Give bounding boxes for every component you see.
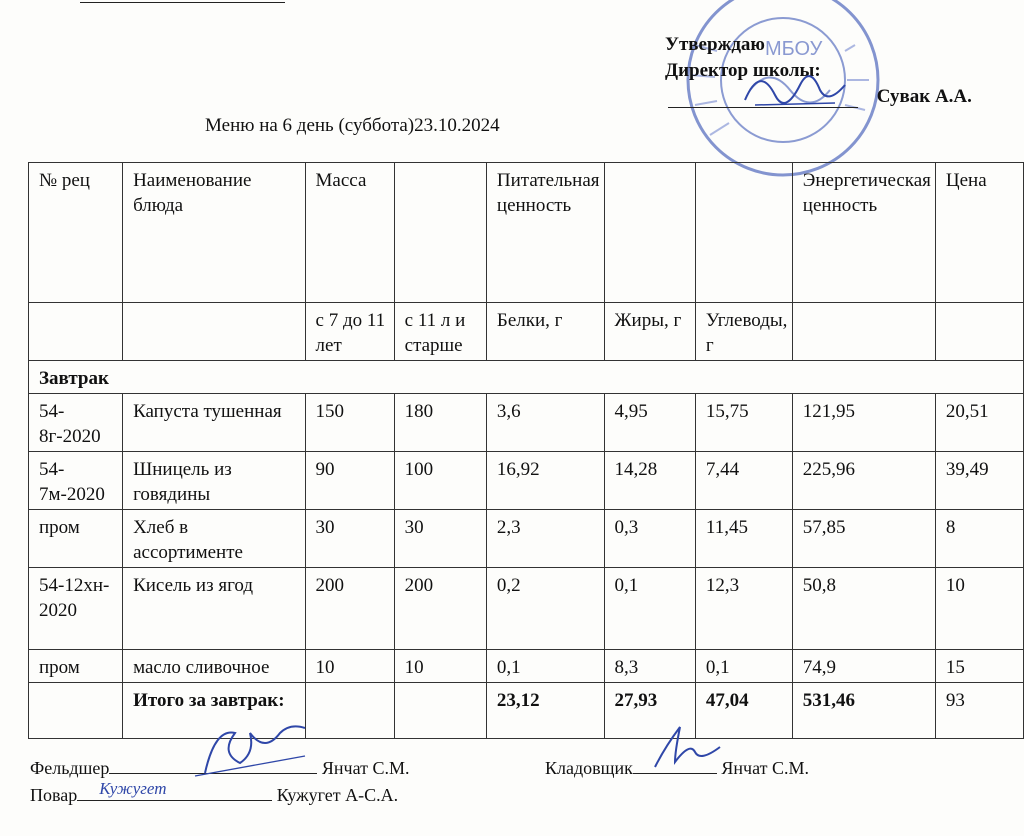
table-cell: 150 [305,394,394,452]
director-name: Сувак А.А. [876,86,972,107]
director-signature-icon [735,55,865,115]
table-cell: 8 [935,510,1023,568]
table-cell: 14,28 [604,452,695,510]
table-row [29,452,1024,510]
table-cell: 54-8г-2020 [29,394,123,452]
storekeeper-label: Кладовщик [545,758,633,778]
header-cell [695,163,792,303]
header-cell: с 7 до 11 лет [305,303,394,361]
table-cell: 8,3 [604,650,695,683]
cook-name: Кужугет А-С.А. [276,785,399,805]
table-cell: 15,75 [695,394,792,452]
header-cell: Углеводы, г [695,303,792,361]
table-cell: 10 [305,650,394,683]
table-cell: масло сливочное [123,650,305,683]
table-cell: 30 [394,510,486,568]
header-cell [792,303,935,361]
svg-text:МБОУ: МБОУ [765,38,823,60]
table-cell: 7,44 [695,452,792,510]
total-label: Итого за завтрак: [123,683,305,739]
header-cell: Наименование блюда [123,163,305,303]
table-cell: 57,85 [792,510,935,568]
header-cell [935,303,1023,361]
table-cell: 121,95 [792,394,935,452]
total-fat: 27,93 [604,683,695,739]
cook-label: Повар [30,785,78,805]
section-title: Завтрак [29,361,1024,394]
table-cell: 50,8 [792,568,935,650]
table-cell: 180 [394,394,486,452]
table-cell: 2,3 [486,510,604,568]
header-cell: Цена [935,163,1023,303]
table-cell: 0,3 [604,510,695,568]
table-cell: 54-12хн-2020 [29,568,123,650]
table-row [29,650,1024,683]
table-cell: 90 [305,452,394,510]
table-cell: 10 [394,650,486,683]
table-row [29,510,1024,568]
table-cell: 20,51 [935,394,1023,452]
header-cell: Энергетическая ценность [792,163,935,303]
header-cell [29,303,123,361]
top-underline [80,0,285,3]
header-cell [604,163,695,303]
table-cell: 10 [935,568,1023,650]
table-cell: 15 [935,650,1023,683]
table-cell: пром [29,510,123,568]
header-cell: с 11 л и старше [394,303,486,361]
header-cell: № рец [29,163,123,303]
total-row [29,683,1024,739]
table-cell: 3,6 [486,394,604,452]
table-cell: 200 [305,568,394,650]
feldsher-label: Фельдшер [30,758,110,778]
table-cell: Кисель из ягод [123,568,305,650]
header-cell: Масса [305,163,394,303]
table-cell: Капуста тушенная [123,394,305,452]
header-cell: Жиры, г [604,303,695,361]
cook-row [30,779,399,806]
approval-line2: Директор школы: [665,60,821,81]
header-row-2 [29,303,1024,361]
table-cell: 4,95 [604,394,695,452]
cook-signature-line [77,779,272,801]
header-cell: Питательная ценность [486,163,604,303]
total-cell [29,683,123,739]
table-cell: Шницель из говядины [123,452,305,510]
table-row [29,394,1024,452]
table-cell: 0,2 [486,568,604,650]
cook-signature: Кужугет [99,779,167,798]
table-cell: Хлеб в ассортименте [123,510,305,568]
table-cell: 39,49 [935,452,1023,510]
total-price: 93 [935,683,1023,739]
header-cell [123,303,305,361]
table-cell: 0,1 [695,650,792,683]
storekeeper-signature-icon [645,712,735,777]
table-cell: 0,1 [604,568,695,650]
storekeeper-name: Янчат С.М. [721,758,809,778]
table-cell: 0,1 [486,650,604,683]
header-cell: Белки, г [486,303,604,361]
menu-title: Меню на 6 день (суббота)23.10.2024 [205,115,500,136]
table-cell: пром [29,650,123,683]
approval-line1: Утверждаю [665,34,765,55]
section-row [29,361,1024,394]
total-carbs: 47,04 [695,683,792,739]
table-cell: 16,92 [486,452,604,510]
table-cell: 30 [305,510,394,568]
header-cell [394,163,486,303]
feldsher-signature-icon [190,718,320,783]
total-energy: 531,46 [792,683,935,739]
table-row [29,568,1024,650]
total-protein: 23,12 [486,683,604,739]
table-cell: 74,9 [792,650,935,683]
table-cell: 225,96 [792,452,935,510]
header-row-1 [29,163,1024,303]
menu-table [28,162,1024,739]
total-cell [394,683,486,739]
table-cell: 100 [394,452,486,510]
table-cell: 11,45 [695,510,792,568]
table-cell: 200 [394,568,486,650]
table-cell: 54-7м-2020 [29,452,123,510]
feldsher-name: Янчат С.М. [321,758,410,778]
table-cell: 12,3 [695,568,792,650]
